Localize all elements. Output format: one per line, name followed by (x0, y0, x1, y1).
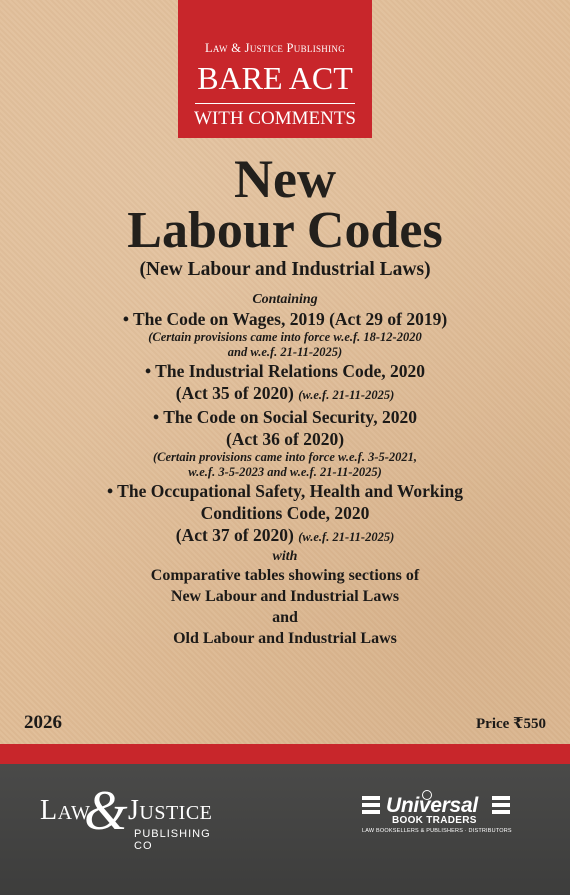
logo-word-justice: Justice (128, 795, 213, 826)
logo-bars-left-icon (362, 796, 380, 820)
social-security-act: (Act 36 of 2020) (225, 429, 345, 449)
law-justice-logo (36, 780, 226, 853)
logo-word-law: Law (40, 795, 91, 826)
logo-tagline: LAW BOOKSELLERS & PUBLISHERS · DISTRIBUTORS (362, 828, 512, 834)
comparative-line-3: and (272, 609, 298, 626)
logo-ampersand: & (84, 780, 128, 842)
industrial-relations-act-line (0, 382, 570, 406)
logo-book-traders: BOOK TRADERS (392, 815, 477, 826)
logo-universal: Universal (386, 794, 478, 817)
code-wages-note-1: (Certain provisions came into force w.e.f. 18-12-2020 (148, 330, 422, 344)
red-stripe (0, 744, 570, 764)
industrial-relations-title: • The Industrial Relations Code, 2020 (144, 361, 425, 381)
containing-label: Containing (252, 292, 318, 307)
comparative-line-1: Comparative tables showing sections of (150, 567, 420, 584)
universal-book-traders-logo (362, 790, 532, 840)
series-title: BARE ACT (197, 60, 353, 96)
logo-bars-right-icon (492, 796, 510, 820)
osh-code-title-1: • The Occupational Safety, Health and Working (106, 481, 464, 501)
industrial-relations-note: (w.e.f. 21-11-2025) (298, 388, 395, 402)
osh-code-note: (w.e.f. 21-11-2025) (298, 530, 395, 544)
osh-code-act-line (0, 524, 570, 548)
osh-code-title-2: Conditions Code, 2020 (200, 503, 370, 523)
price-label: Price ₹550 (476, 716, 546, 732)
book-subtitle: (New Labour and Industrial Laws) (139, 259, 431, 280)
social-security-note-1: (Certain provisions came into force w.e.f. 3-5-2021, (152, 450, 418, 464)
comparative-line-4: Old Labour and Industrial Laws (173, 630, 397, 647)
industrial-relations-act: (Act 35 of 2020) (175, 383, 294, 403)
comparative-line-2: New Labour and Industrial Laws (170, 588, 400, 605)
book-title-line-2: Labour Codes (127, 202, 443, 259)
contents-block (0, 292, 570, 649)
edition-year: 2026 (24, 712, 62, 733)
logo-publishing-co: PUBLISHING CO (134, 828, 211, 852)
code-wages-title: • The Code on Wages, 2019 (Act 29 of 2019) (122, 309, 448, 329)
book-title-line-1: New (234, 149, 336, 209)
publisher-label: Law & Justice Publishing (204, 41, 346, 55)
social-security-note-2: w.e.f. 3-5-2023 and w.e.f. 21-11-2025) (188, 465, 382, 479)
with-label: with (272, 549, 298, 564)
banner-divider (195, 103, 355, 104)
code-wages-note-2: and w.e.f. 21-11-2025) (227, 345, 343, 359)
series-subtitle: WITH COMMENTS (193, 108, 357, 129)
series-banner (178, 0, 372, 138)
osh-code-act: (Act 37 of 2020) (175, 525, 294, 545)
social-security-title: • The Code on Social Security, 2020 (153, 407, 417, 427)
